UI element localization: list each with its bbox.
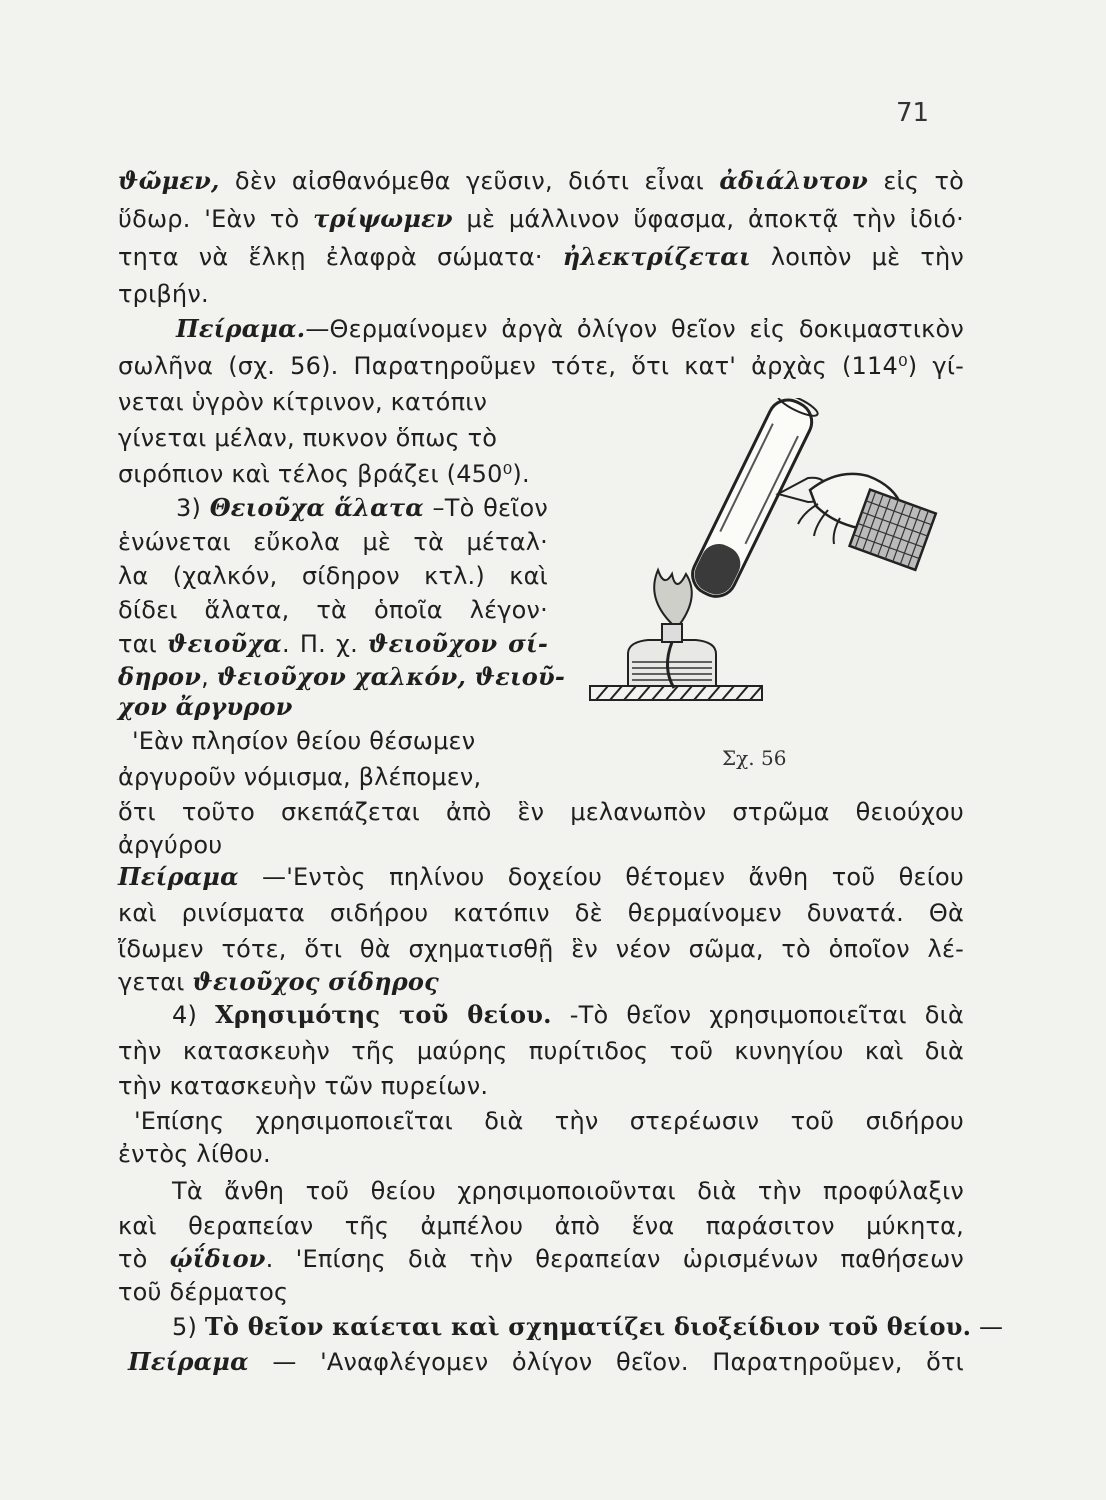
emphasis: Πείραμα. bbox=[176, 314, 306, 343]
text: . 'Επίσης διὰ τὴν θεραπείαν ὡρισμένων παθήσεων bbox=[265, 1245, 964, 1273]
text-line bbox=[172, 1312, 1004, 1342]
text: -Τὸ θεῖον χρησιμοποιεῖται διὰ bbox=[551, 1001, 964, 1029]
text-line bbox=[118, 1244, 964, 1274]
emphasis: ϑειοῦχον σί- bbox=[368, 629, 548, 658]
text: γεται bbox=[118, 968, 193, 996]
text-line bbox=[176, 314, 964, 344]
text: τητα νὰ ἕλκῃ ἐλαφρὰ σώματα· bbox=[118, 243, 563, 271]
text: . Π. χ. bbox=[281, 630, 369, 658]
text-line bbox=[118, 204, 964, 234]
text-line: δίδει ἅλατα, τὰ ὁποῖα λέγον· bbox=[118, 596, 548, 624]
emphasis: Πείραμα bbox=[118, 862, 239, 891]
text: 4) bbox=[172, 1001, 216, 1029]
text-line bbox=[118, 692, 293, 722]
text: ὕδωρ. 'Εὰν τὸ bbox=[118, 205, 314, 233]
text-line bbox=[118, 166, 964, 196]
text: —Θερμαίνομεν ἀργὰ ὀλίγον θεῖον εἰς δοκιμαστικὸν bbox=[305, 315, 964, 343]
text-line: 'Επίσης χρησιμοποιεῖται διὰ τὴν στερέωσιν τοῦ σιδήρου bbox=[134, 1107, 964, 1135]
emphasis: χον ἄργυρον bbox=[118, 692, 293, 721]
text: λοιπὸν μὲ τὴν bbox=[750, 243, 964, 271]
text: — 'Αναφλέγομεν ὀλίγον θεῖον. Παρατηροῦμεν, ὅτι bbox=[248, 1348, 964, 1376]
text-line: νεται ὑγρὸν κίτρινον, κατόπιν bbox=[118, 388, 488, 416]
emphasis: Θειοῦχα ἅλατα bbox=[209, 493, 424, 522]
text-line bbox=[118, 967, 439, 997]
hatching bbox=[596, 686, 762, 700]
text: δὲν αἰσθανόμεθα γεῦσιν, διότι εἶναι bbox=[219, 167, 720, 195]
page-number: 71 bbox=[896, 98, 930, 128]
text: –Τὸ θεῖον bbox=[423, 494, 548, 522]
text: — bbox=[971, 1313, 1004, 1341]
text-line: τριβήν. bbox=[118, 280, 209, 308]
text-line: Τὰ ἄνθη τοῦ θείου χρησιμοποιοῦνται διὰ τὴν προφύλαξιν bbox=[172, 1177, 964, 1205]
emphasis: ἀδιάλυτον bbox=[719, 166, 868, 195]
test-tube-drawing bbox=[588, 398, 948, 718]
text-line: σωλῆνα (σχ. 56). Παρατηροῦμεν τότε, ὅτι κατ' ἀρχὰς (114⁰) γί- bbox=[118, 352, 964, 380]
text-line bbox=[128, 1347, 964, 1377]
text-line: σιρόπιον καὶ τέλος βράζει (450⁰). bbox=[118, 460, 530, 488]
text: 3) bbox=[176, 494, 210, 522]
emphasis: τρίψωμεν bbox=[313, 204, 453, 233]
text: —'Εντὸς πηλίνου δοχείου θέτομεν ἄνθη τοῦ θείου bbox=[238, 863, 964, 891]
text-line bbox=[118, 242, 964, 272]
text-line: ὅτι τοῦτο σκεπάζεται ἀπὸ ἓν μελανωπὸν στρῶμα θειούχου bbox=[118, 798, 964, 826]
emphasis: ϑειοῦχα bbox=[167, 629, 282, 658]
emphasis: δηρον bbox=[118, 662, 202, 691]
text: εἰς τὸ bbox=[867, 167, 964, 195]
text: , bbox=[201, 663, 217, 691]
flame bbox=[654, 570, 692, 624]
heading: Τὸ θεῖον καίεται καὶ σχηματίζει διοξείδιον τοῦ θείου. bbox=[204, 1312, 972, 1341]
text-line bbox=[118, 862, 964, 892]
text-line bbox=[118, 629, 548, 659]
spirit-lamp bbox=[628, 640, 716, 686]
text-line: καὶ θεραπείαν τῆς ἀμπέλου ἀπὸ ἕνα παράσιτον μύκητα, bbox=[118, 1212, 964, 1240]
text: μὲ μάλλινον ὕφασμα, ἀποκτᾷ τὴν ἰδιό· bbox=[452, 205, 965, 233]
text-line: τὴν κατασκευὴν τῆς μαύρης πυρίτιδος τοῦ κυνηγίου καὶ διὰ bbox=[118, 1037, 964, 1065]
text-line: γίνεται μέλαν, πυκνον ὅπως τὸ bbox=[118, 424, 498, 452]
emphasis: ϑειοῦχος σίδηρος bbox=[192, 967, 439, 996]
emphasis: ῴΐδιον bbox=[169, 1244, 266, 1273]
text-line: λα (χαλκόν, σίδηρον κτλ.) καὶ bbox=[118, 562, 548, 590]
text: τὸ bbox=[118, 1245, 170, 1273]
text-line: ἀργύρου bbox=[118, 831, 223, 859]
emphasis: ϑειοῦχον χαλκόν, ϑειοῦ- bbox=[216, 662, 566, 691]
text: 5) bbox=[172, 1313, 205, 1341]
heading: Χρησιμότης τοῦ θείου. bbox=[215, 1000, 552, 1029]
text-line: τοῦ δέρματος bbox=[118, 1278, 289, 1306]
figure-test-tube-illustration bbox=[588, 398, 948, 718]
text-line bbox=[176, 493, 548, 523]
emphasis: ϑῶμεν, bbox=[118, 166, 220, 195]
text-line: 'Εὰν πλησίον θείου θέσωμεν bbox=[132, 727, 476, 755]
text: ται bbox=[118, 630, 168, 658]
lamp-neck bbox=[662, 624, 682, 642]
text-line: ἴδωμεν τότε, ὅτι θὰ σχηματισθῇ ἓν νέον σῶμα, τὸ ὁποῖον λέ- bbox=[118, 935, 964, 963]
text-line bbox=[172, 1000, 964, 1030]
figure-caption: Σχ. 56 bbox=[722, 746, 787, 770]
text-line: ἀργυροῦν νόμισμα, βλέπομεν, bbox=[118, 763, 482, 791]
text-line: ἐντὸς λίθου. bbox=[118, 1140, 271, 1168]
text-line: ἑνώνεται εὔκολα μὲ τὰ μέταλ· bbox=[118, 528, 548, 556]
text-line: καὶ ρινίσματα σιδήρου κατόπιν δὲ θερμαίνομεν δυνατά. Θὰ bbox=[118, 899, 964, 927]
text-line: τὴν κατασκευὴν τῶν πυρείων. bbox=[118, 1072, 489, 1100]
emphasis: Πείραμα bbox=[128, 1347, 249, 1376]
emphasis: ἠλεκτρίζεται bbox=[562, 242, 751, 271]
text-line bbox=[118, 662, 566, 692]
